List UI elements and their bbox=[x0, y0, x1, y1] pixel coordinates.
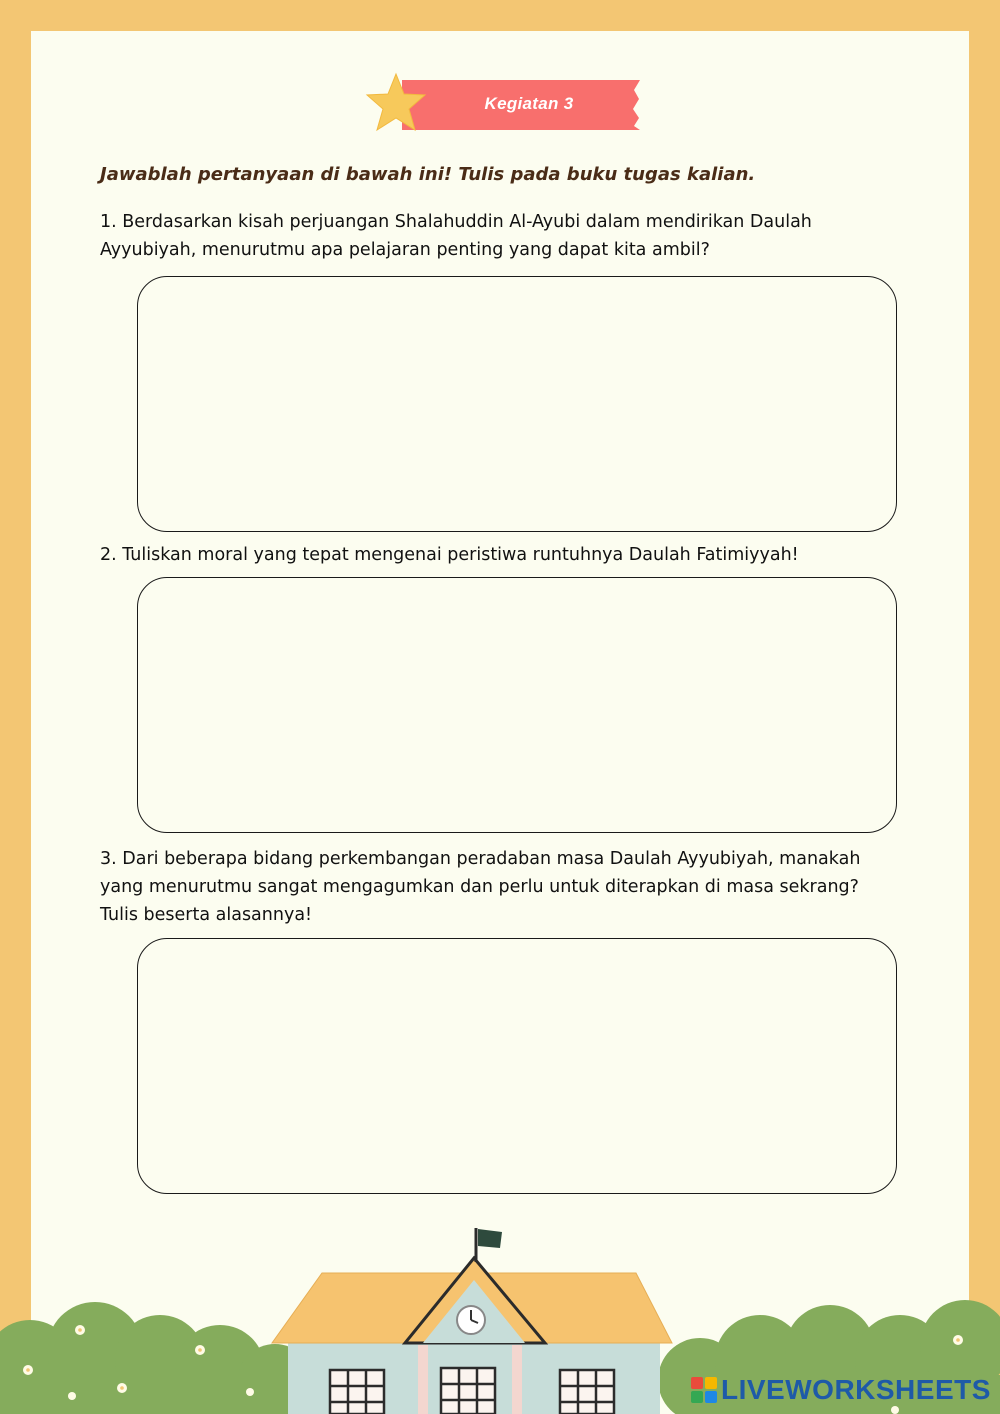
answer-box-2[interactable] bbox=[137, 577, 897, 833]
flag-icon bbox=[478, 1229, 502, 1248]
question-2: 2. Tuliskan moral yang tepat mengenai peristiwa runtuhnya Daulah Fatimiyyah! bbox=[100, 545, 799, 565]
window-left bbox=[330, 1370, 384, 1414]
window-center bbox=[441, 1368, 495, 1414]
liveworksheets-logo-icon bbox=[691, 1377, 717, 1403]
liveworksheets-watermark bbox=[691, 1372, 991, 1408]
answer-box-1[interactable] bbox=[137, 276, 897, 532]
window-right bbox=[560, 1370, 614, 1414]
watermark-text: LIVEWORKSHEETS bbox=[721, 1374, 991, 1405]
question-3: 3. Dari beberapa bidang perkembangan peradaban masa Daulah Ayyubiyah, manakah yang menurutmu sangat mengagumkan dan perlu untuk diterapkan di masa sekrang? Tulis beserta alasannya! bbox=[100, 849, 861, 925]
bush-left bbox=[0, 1302, 313, 1414]
answer-box-3[interactable] bbox=[137, 938, 897, 1194]
question-1: 1. Berdasarkan kisah perjuangan Shalahuddin Al-Ayubi dalam mendirikan Daulah Ayyubiyah, menurutmu apa pelajaran penting yang dapat kita ambil? bbox=[100, 212, 812, 260]
activity-title: Kegiatan 3 bbox=[484, 94, 574, 113]
instruction-text: Jawablah pertanyaan di bawah ini! Tulis pada buku tugas kalian. bbox=[100, 164, 756, 185]
